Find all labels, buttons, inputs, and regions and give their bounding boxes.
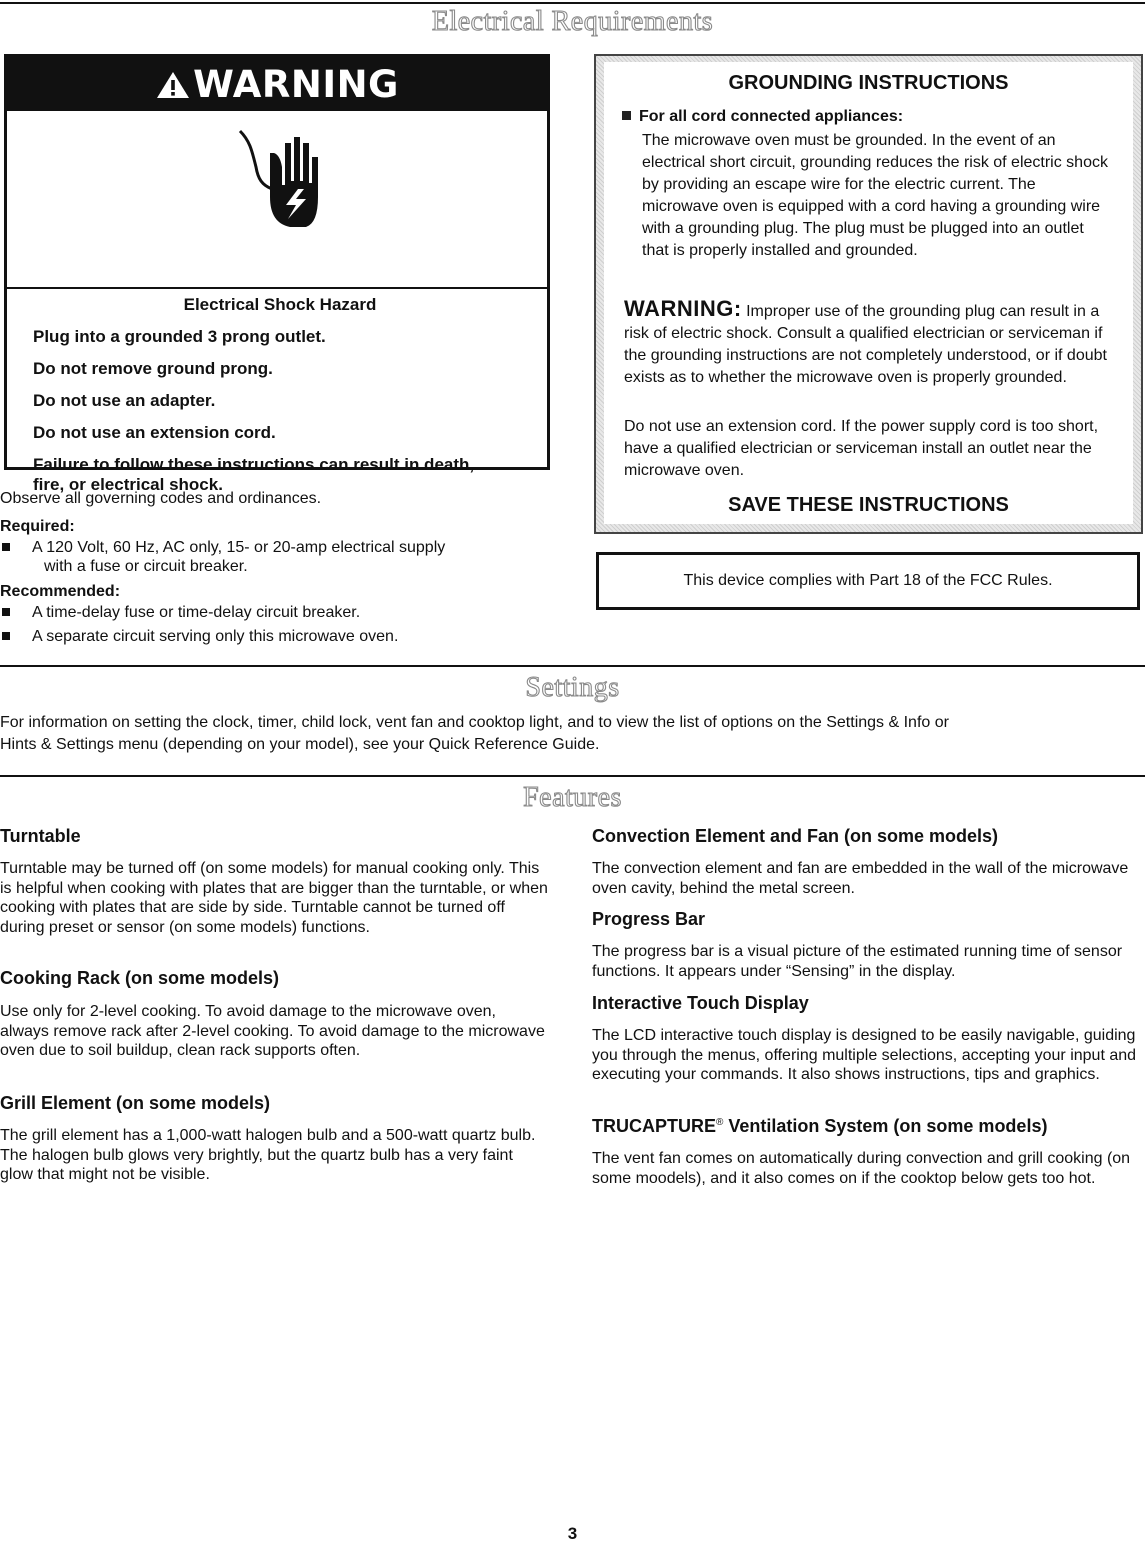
turntable-text: Turntable may be turned off (on some models) for manual cooking only. This is helpful when cooking with plates that are bigger than the turntable, or when cooking with plates that are side by side. Turntable cannot be turned off during preset or sensor (on some models) functions. <box>0 860 548 936</box>
electrical-requirements-title: Electrical Requirements <box>431 6 714 37</box>
warning-failure-line: Failure to follow these instructions can result in death, <box>33 455 475 474</box>
registered-mark: ® <box>716 1117 724 1128</box>
required-item <box>2 538 542 578</box>
grounding-paragraph-2 <box>624 298 1115 389</box>
progress-bar-text: The progress bar is a visual picture of the estimated running time of sensor functions. It appears under “Sensing” in the display. <box>592 943 1123 980</box>
save-instructions: SAVE THESE INSTRUCTIONS <box>728 494 1009 516</box>
settings-line-1: For information on setting the clock, timer, child lock, vent fan and cooktop light, and to view the list of options on the Settings & Info or <box>0 714 949 731</box>
warning-box <box>4 54 550 494</box>
settings-rule <box>0 665 1145 667</box>
grounding-title: GROUNDING INSTRUCTIONS <box>728 72 1009 94</box>
warning-line: Do not use an extension cord. <box>33 423 276 442</box>
settings-title: Settings <box>525 672 620 703</box>
warning-title: WARNING <box>193 63 399 106</box>
warning-failure-line: fire, or electrical shock. <box>33 475 223 494</box>
fcc-notice: This device complies with Part 18 of the FCC Rules. <box>596 552 1140 610</box>
turntable-heading: Turntable <box>0 826 81 846</box>
recommended-item <box>2 603 542 623</box>
trucapture-heading <box>592 1116 1047 1137</box>
recommended-text: A separate circuit serving only this microwave oven. <box>32 628 399 645</box>
warning-line: Do not remove ground prong. <box>33 359 273 378</box>
grounding-warning-label: WARNING: <box>624 296 742 321</box>
recommended-item <box>2 627 542 647</box>
bullet-square-icon <box>2 608 10 616</box>
trucapture-text: The vent fan comes on automatically during convection and grill cooking (on some moodels), and it also comes on if the cooktop below gets too hot. <box>592 1150 1131 1187</box>
grounding-inner <box>604 62 1133 524</box>
bullet-square-icon <box>2 543 10 551</box>
warning-line: Do not use an adapter. <box>33 391 216 410</box>
grounding-paragraph-1: The microwave oven must be grounded. In the event of an electrical short circuit, grounding reduces the risk of electric shock by providing an escape wire for the electric current. The microwave oven is equipped with a cord having a grounding wire with a grounding plug. The plug must be plugged into an outlet that is properly installed and grounded. <box>642 132 1108 259</box>
grounding-item-title <box>622 108 903 126</box>
recommended-text: A time-delay fuse or time-delay circuit breaker. <box>32 604 361 621</box>
cooking-rack-heading: Cooking Rack (on some models) <box>0 968 280 988</box>
touch-display-text: The LCD interactive touch display is designed to be easily navigable, guiding you through the menus, offering multiple selections, accepting your input and executing your commands. It also shows instructions, tips and graphics. <box>592 1027 1137 1083</box>
observe-text: Observe all governing codes and ordinances. <box>0 490 322 507</box>
recommended-label: Recommended: <box>0 583 121 600</box>
page-number: 3 <box>567 1524 578 1543</box>
warning-line: Plug into a grounded 3 prong outlet. <box>33 327 326 346</box>
settings-line-2: Hints & Settings menu (depending on your model), see your Quick Reference Guide. <box>0 736 600 753</box>
required-line-1: A 120 Volt, 60 Hz, AC only, 15- or 20-amp electrical supply <box>32 539 446 556</box>
features-rule <box>0 775 1145 777</box>
progress-bar-heading: Progress Bar <box>592 909 706 929</box>
warning-triangle-icon <box>155 70 191 100</box>
trucapture-brand: TRUCAPTURE <box>592 1116 716 1136</box>
convection-text: The convection element and fan are embedded in the wall of the microwave oven cavity, behind the metal screen. <box>592 860 1129 897</box>
features-title: Features <box>523 782 622 813</box>
bullet-square-icon <box>622 111 631 120</box>
grounding-item-label: For all cord connected appliances: <box>639 108 904 125</box>
cooking-rack-text: Use only for 2-level cooking. To avoid damage to the microwave oven, always remove rack after 2-level cooking. To avoid damage to the microwave oven due to soil buildup, clean rack supports often. <box>0 1003 545 1059</box>
touch-display-heading: Interactive Touch Display <box>592 993 809 1013</box>
grill-element-heading: Grill Element (on some models) <box>0 1093 271 1113</box>
trucapture-heading-rest: Ventilation System (on some models) <box>723 1116 1048 1136</box>
warning-icon-area <box>7 111 547 289</box>
bullet-square-icon <box>2 632 10 640</box>
warning-body <box>33 295 527 507</box>
warning-header <box>7 57 547 111</box>
hazard-title: Electrical Shock Hazard <box>183 295 377 314</box>
top-rule <box>0 2 1145 4</box>
grounding-paragraph-3: Do not use an extension cord. If the power supply cord is too short, have a qualified electrician or serviceman install an outlet near the microwave oven. <box>624 418 1099 479</box>
grounding-instructions-box <box>594 54 1143 534</box>
required-line-2: with a fuse or circuit breaker. <box>44 558 248 575</box>
convection-heading: Convection Element and Fan (on some models) <box>592 826 999 846</box>
electric-shock-hand-icon <box>232 127 322 237</box>
grill-element-text: The grill element has a 1,000-watt halogen bulb and a 500-watt quartz bulb. The halogen bulb glows very brightly, but the quartz bulb has a very faint glow that might not be visible. <box>0 1127 536 1183</box>
grounding-warning-text: Improper use of the grounding plug can result in a risk of electric shock. Consult a qualified electrician or serviceman if the grounding instructions are not completely understood, or if doubt exists as to whether the microwave oven is properly grounded. <box>624 303 1107 386</box>
required-label: Required: <box>0 518 75 535</box>
